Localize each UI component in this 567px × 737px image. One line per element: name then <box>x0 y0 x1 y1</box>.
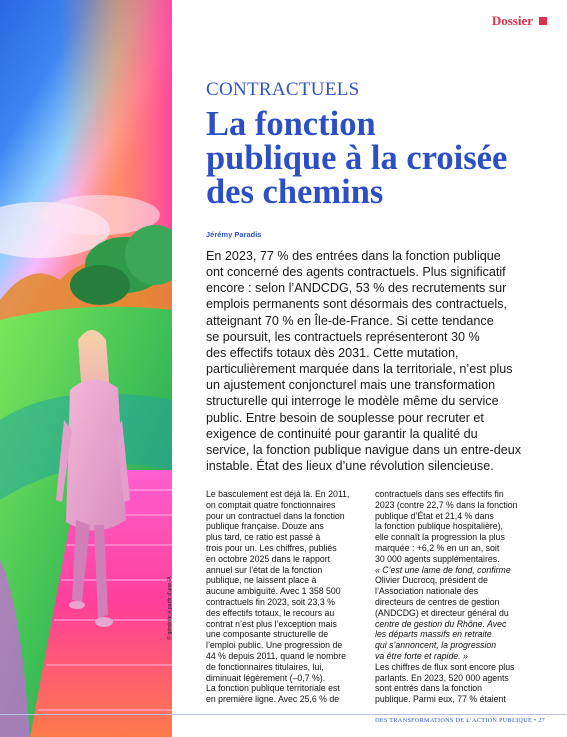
title-line: publique à la croisée <box>206 139 508 177</box>
article-lead <box>206 248 558 474</box>
page-footer: DES TRANSFORMATIONS DE L’ACTION PUBLIQUE • 27 <box>374 717 545 724</box>
body-line: parlants. En 2023, 520 000 agents <box>375 672 509 683</box>
body-line: publique, ne laissent place à <box>206 575 317 586</box>
lead-line: atteignant 70 % en Île-de-France. Si cette tendance <box>206 313 494 328</box>
body-line: des effectifs totaux, le recours au <box>206 607 335 618</box>
body-line: l’emploi public. Une progression de <box>206 640 343 651</box>
body-line: trois pour un. Les chiffres, publiés <box>206 542 337 553</box>
body-line: publique française. Douze ans <box>206 521 324 532</box>
body-column-2 <box>375 489 550 705</box>
lead-line: se poursuit, les contractuels représenteront 30 % <box>206 329 480 344</box>
body-line: la fonction publique hospitalière), <box>375 521 503 532</box>
body-line: « C’est une lame de fond, confirme <box>375 564 511 575</box>
body-line: sont entrés dans la fonction <box>375 683 483 694</box>
body-line: marquée : +6,2 % en un an, soit <box>375 542 500 553</box>
body-line: Le basculement est déjà là. En 2011, <box>206 489 350 499</box>
body-line: 30 000 agents supplémentaires. <box>375 553 500 564</box>
body-line: contractuels dans ses effectifs fin <box>375 489 504 499</box>
article-kicker: CONTRACTUELS <box>206 79 360 100</box>
body-line: directeurs de centres de gestion <box>375 596 500 607</box>
body-line: contractuels fin 2023, soit 23,3 % <box>206 596 335 607</box>
body-line: annuel sur l’état de la fonction <box>206 564 323 575</box>
section-tag-label: Dossier <box>491 13 533 28</box>
body-line: aucune ambiguïté. Avec 1 358 500 <box>206 586 341 597</box>
body-line: les départs massifs en retraite <box>375 629 492 640</box>
article-title <box>206 107 551 209</box>
body-line: publique d’État et 21,4 % dans <box>375 510 494 521</box>
article-author: Jérémy Paradis <box>206 230 262 239</box>
lead-line: public. Entre besoin de souplesse pour recruter et <box>206 410 484 425</box>
lead-line: emplois permanents sont désormais des contractuels, <box>206 297 507 312</box>
image-credit: © générée à partir d’une IA <box>167 576 173 640</box>
lead-line: structurelle qui interroge le modèle même du service <box>206 394 499 409</box>
body-line: (ANDCDG) et directeur général du <box>375 607 509 618</box>
body-line: de fonctionnaires titulaires, lui, <box>206 661 324 672</box>
body-line: 2023 (contre 22,7 % dans la fonction <box>375 499 518 510</box>
lead-line: ont concerné des agents contractuels. Plus significatif <box>206 265 506 280</box>
lead-line: instable. État des lieux d’une révolution silencieuse. <box>206 459 494 474</box>
lead-line: service, la fonction publique navigue dans un entre-deux <box>206 442 522 457</box>
body-line: Les chiffres de flux sont encore plus <box>375 661 515 672</box>
body-line: 44 % depuis 2011, quand le nombre <box>206 650 346 661</box>
body-line: en octobre 2025 dans le rapport <box>206 553 331 564</box>
body-line: on comptait quatre fonctionnaires <box>206 499 336 510</box>
body-line: centre de gestion du Rhône. Avec <box>375 618 507 629</box>
body-line: une composante structurelle de <box>206 629 329 640</box>
lead-line: des effectifs totaux dès 2031. Cette mutation, <box>206 345 459 360</box>
body-line: qui s’annoncent, la progression <box>375 640 497 651</box>
section-tag <box>492 13 547 29</box>
lead-line: exigence de continuité pour garantir la qualité du <box>206 426 478 441</box>
body-line: Olivier Ducrocq, président de <box>375 575 488 586</box>
title-line: La fonction <box>206 105 376 143</box>
body-line: publique. Parmi eux, 77 % étaient <box>375 694 506 705</box>
square-marker-icon <box>539 17 547 25</box>
lead-line: En 2023, 77 % des entrées dans la fonction publique <box>206 249 501 263</box>
body-line: pour un contractuel dans la fonction <box>206 510 345 521</box>
lead-line: encore : selon l’ANDCDG, 53 % des recrutements sur <box>206 281 507 296</box>
body-line: l’Association nationale des <box>375 586 479 597</box>
body-line: plus tard, ce ratio est passé à <box>206 532 321 543</box>
body-line: contrat n’est plus l’exception mais <box>206 618 337 629</box>
body-line: en première ligne. Avec 25,6 % de <box>206 694 340 705</box>
lead-line: un ajustement conjoncturel mais une transformation <box>206 378 496 393</box>
body-line: va être forte et rapide. » <box>375 650 468 661</box>
title-line: des chemins <box>206 173 384 211</box>
body-line: La fonction publique territoriale est <box>206 683 340 694</box>
body-line: elle connaît la progression la plus <box>375 532 505 543</box>
cover-illustration <box>0 0 172 737</box>
body-column-1 <box>206 489 381 705</box>
footer-rule <box>0 714 567 715</box>
body-line: diminuait légèrement (–0,7 %). <box>206 672 326 683</box>
lead-line: particulièrement marquée dans la territoriale, n’est plus <box>206 362 513 377</box>
